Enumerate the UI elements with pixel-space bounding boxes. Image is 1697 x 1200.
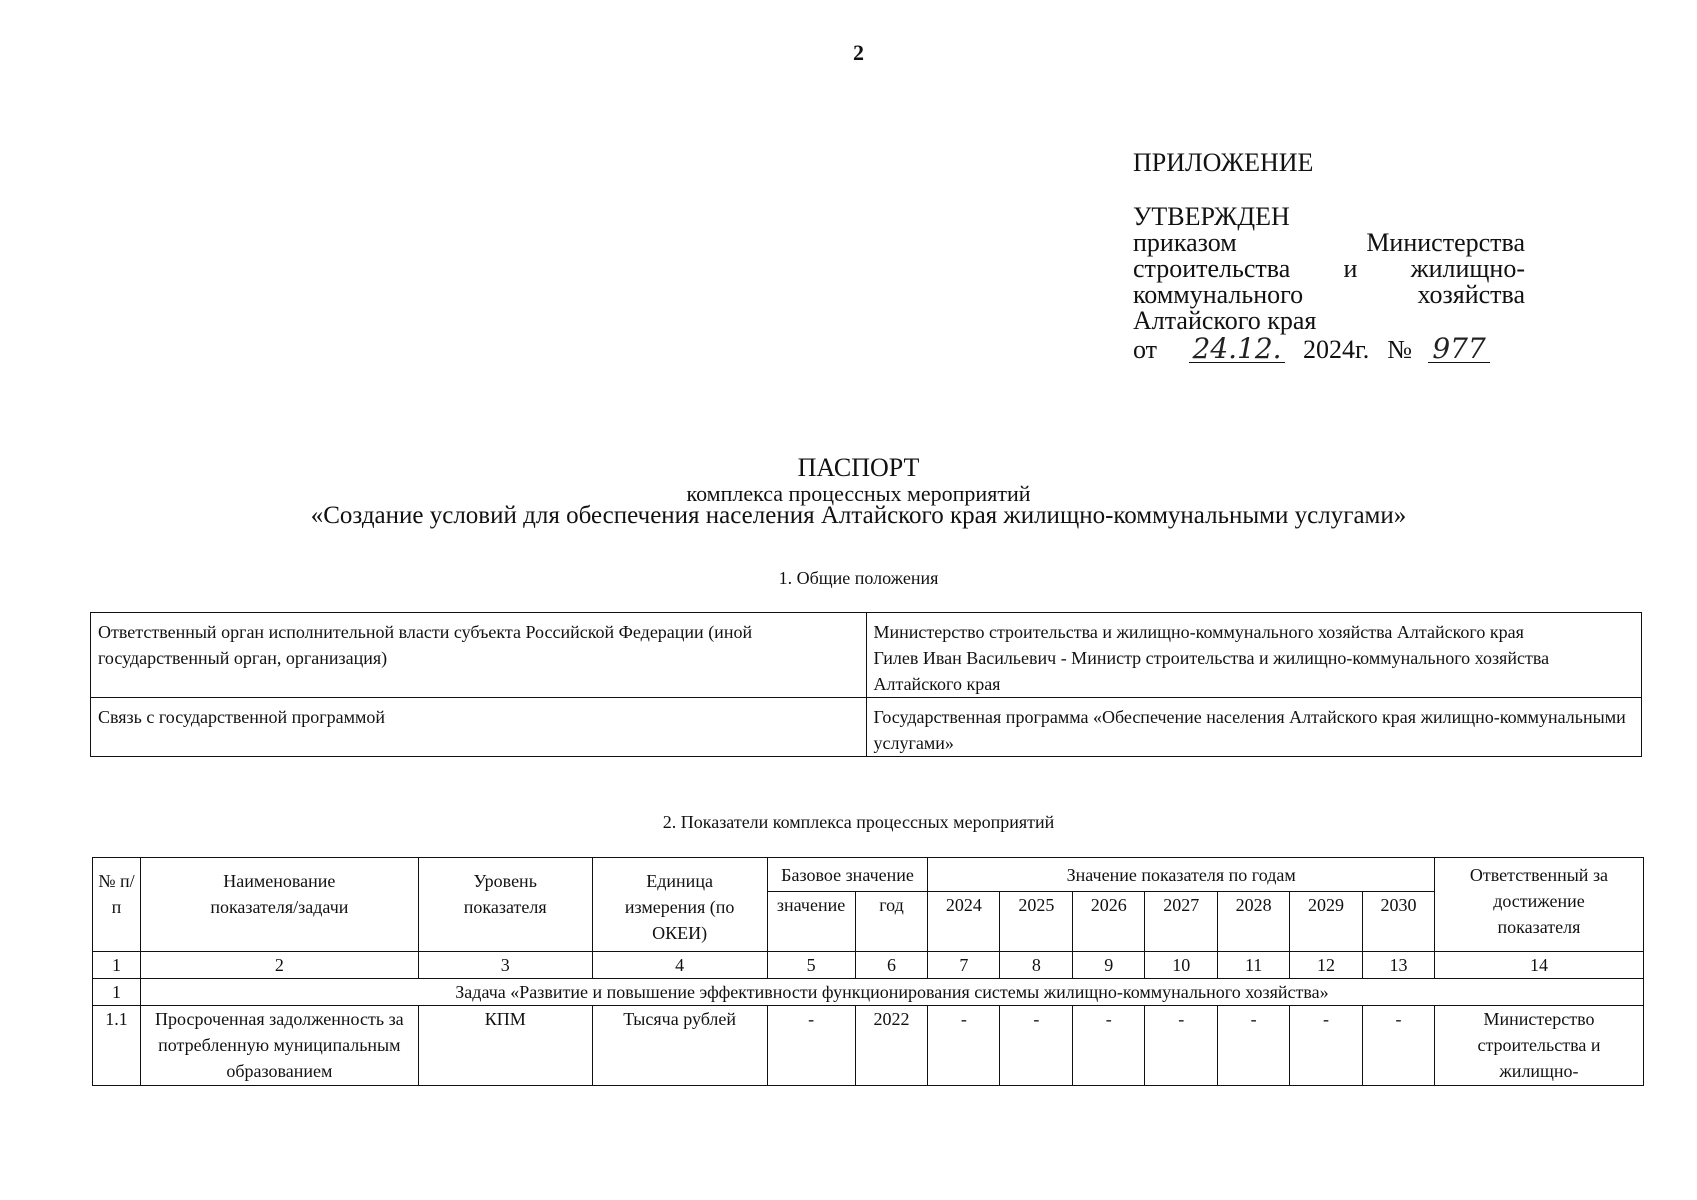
col-number: 4 xyxy=(592,952,767,979)
header-responsible: Ответственный за достижение показателя xyxy=(1434,858,1643,952)
date-prefix: от xyxy=(1133,335,1158,364)
year-value: - xyxy=(1363,1006,1435,1086)
year-value: - xyxy=(1218,1006,1290,1086)
table-row xyxy=(93,1006,1644,1086)
handwritten-number: 977 xyxy=(1428,336,1490,363)
header-year: 2030 xyxy=(1363,892,1435,952)
year-value: - xyxy=(1290,1006,1363,1086)
col-number: 14 xyxy=(1434,952,1643,979)
header-year: 2026 xyxy=(1073,892,1145,952)
indicators-table xyxy=(92,857,1644,1086)
row-num: 1.1 xyxy=(93,1006,141,1086)
col-number: 10 xyxy=(1145,952,1218,979)
general-provisions-table xyxy=(90,612,1642,757)
approval-line-3 xyxy=(1133,282,1525,308)
page-number: 2 xyxy=(853,40,864,65)
table-cell: Связь с государственной программой xyxy=(91,698,867,757)
approval-word: приказом xyxy=(1133,228,1237,257)
table-cell: Ответственный орган исполнительной власти субъекта Российской Федерации (иной государственный орган, организация) xyxy=(91,613,867,698)
year-value: - xyxy=(1073,1006,1145,1086)
table-cell: Государственная программа «Обеспечение населения Алтайского края жилищно-коммунальными услугами» xyxy=(866,698,1642,757)
header-by-years: Значение показателя по годам xyxy=(928,858,1434,892)
document-title: ПАСПОРТ xyxy=(797,453,920,482)
section-2-heading: 2. Показатели комплекса процессных мероприятий xyxy=(662,812,1055,832)
header-base-value: значение xyxy=(767,892,855,952)
col-number: 9 xyxy=(1073,952,1145,979)
indicator-level: КПМ xyxy=(418,1006,592,1086)
responsible-body: Министерство строительства и жилищно-коммунального хозяйства Алтайского края xyxy=(873,622,1524,642)
approval-line-2 xyxy=(1133,256,1525,282)
base-year: 2022 xyxy=(855,1006,928,1086)
header-num: № п/п xyxy=(93,858,141,952)
task-text: Задача «Развитие и повышение эффективности функционирования системы жилищно-коммунального хозяйства» xyxy=(140,979,1643,1006)
year-value: - xyxy=(928,1006,1000,1086)
column-number-row xyxy=(93,952,1644,979)
table-row xyxy=(91,613,1642,698)
col-number: 13 xyxy=(1363,952,1435,979)
approval-stamp xyxy=(1133,150,1525,363)
header-year: 2029 xyxy=(1290,892,1363,952)
approval-word: Министерства xyxy=(1366,228,1525,257)
base-value: - xyxy=(767,1006,855,1086)
handwritten-date: 24.12. xyxy=(1189,336,1285,363)
header-base-year: год xyxy=(855,892,928,952)
header-year: 2027 xyxy=(1145,892,1218,952)
complex-name: «Создание условий для обеспечения населения Алтайского края жилищно-коммунальными услугами» xyxy=(310,502,1407,529)
approval-word: жилищно- xyxy=(1410,254,1525,283)
col-number: 11 xyxy=(1218,952,1290,979)
approval-word: хозяйства xyxy=(1417,280,1525,309)
indicator-name: Просроченная задолженность за потребленную муниципальным образованием xyxy=(140,1006,418,1086)
header-name: Наименование показателя/задачи xyxy=(140,858,418,952)
approval-line-1 xyxy=(1133,230,1525,256)
header-level: Уровень показателя xyxy=(418,858,592,952)
year-value: - xyxy=(1000,1006,1073,1086)
approval-year: 2024г. xyxy=(1303,335,1370,364)
document-subtitle: комплекса процессных мероприятий xyxy=(686,481,1031,506)
approval-line-4: Алтайского края xyxy=(1133,306,1317,335)
col-number: 1 xyxy=(93,952,141,979)
task-num: 1 xyxy=(93,979,141,1006)
approval-date-line xyxy=(1133,332,1525,365)
responsible-person: Гилев Иван Васильевич - Министр строительства и жилищно-коммунального хозяйства Алтайского края xyxy=(873,648,1550,694)
approved-label: УТВЕРЖДЕН xyxy=(1133,202,1290,231)
col-number: 7 xyxy=(928,952,1000,979)
task-row xyxy=(93,979,1644,1006)
year-value: - xyxy=(1145,1006,1218,1086)
col-number: 5 xyxy=(767,952,855,979)
col-number: 2 xyxy=(140,952,418,979)
approval-word: коммунального xyxy=(1133,280,1304,309)
col-number: 8 xyxy=(1000,952,1073,979)
responsible-cell: Министерство строительства и жилищно- xyxy=(1434,1006,1643,1086)
header-year: 2024 xyxy=(928,892,1000,952)
col-number: 6 xyxy=(855,952,928,979)
table-cell xyxy=(866,613,1642,698)
col-number: 12 xyxy=(1290,952,1363,979)
section-1-heading: 1. Общие положения xyxy=(778,568,939,588)
approval-word: строительства xyxy=(1133,254,1291,283)
indicator-unit: Тысяча рублей xyxy=(592,1006,767,1086)
header-year: 2025 xyxy=(1000,892,1073,952)
number-sign: № xyxy=(1387,335,1413,364)
col-number: 3 xyxy=(418,952,592,979)
table-header-row xyxy=(93,858,1644,892)
appendix-label: ПРИЛОЖЕНИЕ xyxy=(1133,148,1314,177)
header-base: Базовое значение xyxy=(767,858,928,892)
header-unit: Единица измерения (по ОКЕИ) xyxy=(592,858,767,952)
table-row xyxy=(91,698,1642,757)
approval-word: и xyxy=(1343,254,1358,283)
header-year: 2028 xyxy=(1218,892,1290,952)
